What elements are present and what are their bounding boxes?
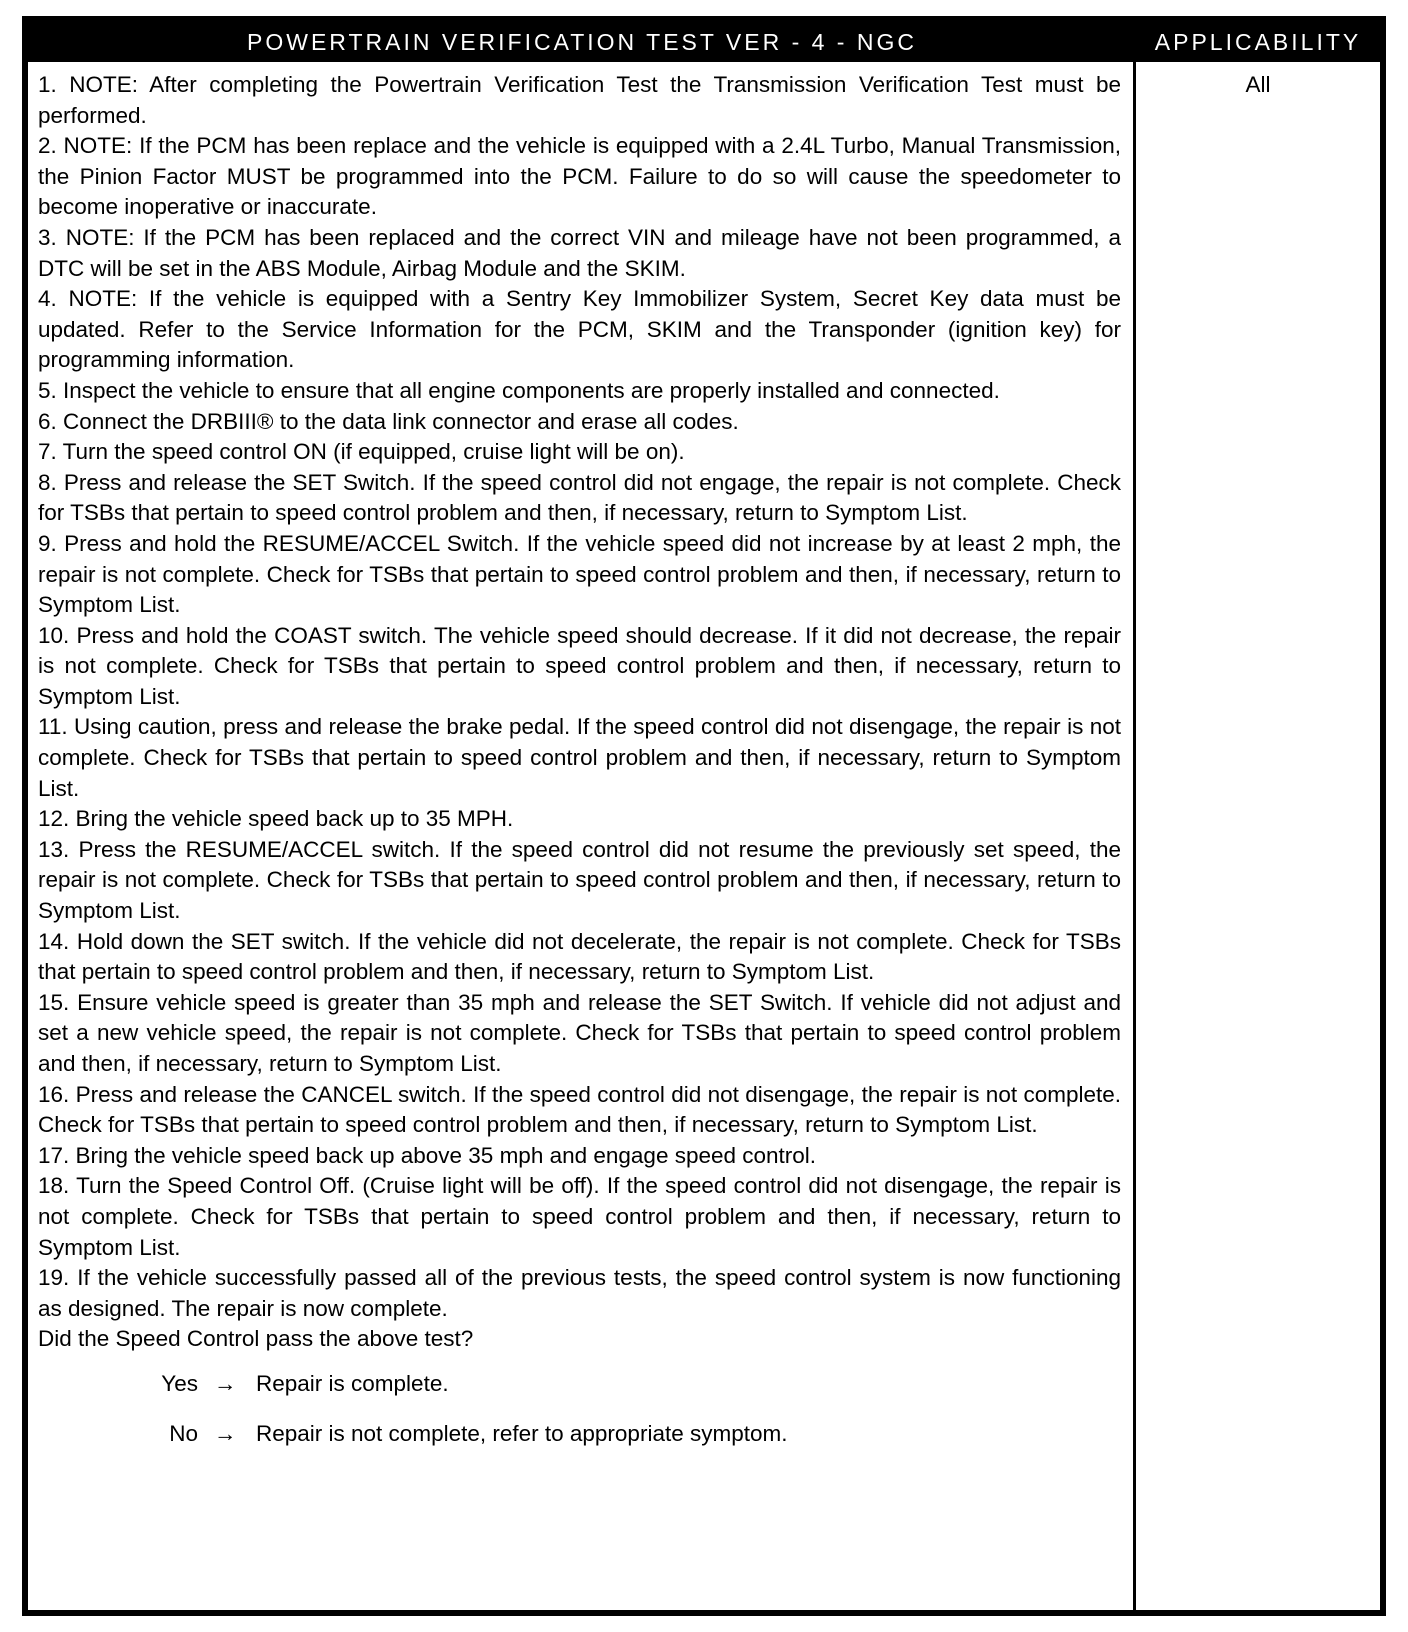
step-3: 3. NOTE: If the PCM has been replaced and the correct VIN and mileage have not been programmed, a DTC will be set in the ABS Module, Airbag Module and the SKIM. xyxy=(38,224,1121,281)
step-18: 18. Turn the Speed Control Off. (Cruise light will be off). If the speed control did not disengage, the repair is not complete. Check for TSBs that pertain to speed control problem and then, if necessary, return to Symptom List. xyxy=(38,1173,1121,1260)
step-8: 8. Press and release the SET Switch. If the speed control did not engage, the repair is not complete. Check for TSBs that pertain to speed control problem and then, if necessary, return to Symptom List. xyxy=(38,469,1121,526)
option-no[interactable] xyxy=(38,1409,1121,1459)
steps-list xyxy=(38,70,1121,1324)
option-yes[interactable] xyxy=(38,1359,1121,1409)
step-6: 6. Connect the DRBIII® to the data link connector and erase all codes. xyxy=(38,408,739,434)
applicability-value: All xyxy=(1245,72,1271,97)
answer-options xyxy=(38,1359,1121,1459)
applicability-header: APPLICABILITY xyxy=(1154,28,1362,55)
procedure-column xyxy=(28,62,1136,1610)
test-title: POWERTRAIN VERIFICATION TEST VER - 4 - NGC xyxy=(247,28,917,55)
option-no-result: Repair is not complete, refer to appropriate symptom. xyxy=(256,1420,788,1446)
step-12: 12. Bring the vehicle speed back up to 35 MPH. xyxy=(38,806,514,832)
step-13: 13. Press the RESUME/ACCEL switch. If the speed control did not resume the previously set speed, the repair is not complete. Check for TSBs that pertain to speed control problem and then, if necessary, return to Symptom List. xyxy=(38,836,1121,924)
table-body xyxy=(28,62,1380,1610)
step-19: 19. If the vehicle successfully passed all of the previous tests, the speed control system is now functioning as designed. The repair is now complete. xyxy=(38,1265,1121,1321)
step-7: 7. Turn the speed control ON (if equipped, cruise light will be on). xyxy=(38,439,685,465)
right-arrow-icon: → xyxy=(214,1420,237,1446)
option-yes-label: Yes xyxy=(161,1370,198,1396)
step-17: 17. Bring the vehicle speed back up above 35 mph and engage speed control. xyxy=(38,1142,817,1168)
step-5: 5. Inspect the vehicle to ensure that all engine components are properly installed and connected. xyxy=(38,377,1000,403)
option-no-label: No xyxy=(169,1420,198,1446)
test-question: Did the Speed Control pass the above test? xyxy=(38,1326,474,1352)
table-header xyxy=(28,22,1380,62)
step-16: 16. Press and release the CANCEL switch. If the speed control did not disengage, the repair is not complete. Check for TSBs that pertain to speed control problem and then, if necessary, return to Symptom List. xyxy=(38,1081,1121,1138)
step-14: 14. Hold down the SET switch. If the vehicle did not decelerate, the repair is not complete. Check for TSBs that pertain to speed control problem and then, if necessary, return to Symptom List. xyxy=(38,928,1121,985)
step-10: 10. Press and hold the COAST switch. The vehicle speed should decrease. If it did not decrease, the repair is not complete. Check for TSBs that pertain to speed control problem and then, if necessary, return to Symptom List. xyxy=(38,622,1121,709)
right-arrow-icon: → xyxy=(214,1370,237,1396)
applicability-column xyxy=(1136,62,1380,1610)
step-9: 9. Press and hold the RESUME/ACCEL Switch. If the vehicle speed did not increase by at least 2 mph, the repair is not complete. Check for TSBs that pertain to speed control problem and then, if necessary, return to Symptom List. xyxy=(38,530,1121,618)
option-yes-result: Repair is complete. xyxy=(256,1370,449,1396)
step-2: 2. NOTE: If the PCM has been replace and the vehicle is equipped with a 2.4L Turbo, Manual Transmission, the Pinion Factor MUST be programmed into the PCM. Failure to do so will cause the speedometer to become inoperative or inaccurate. xyxy=(38,133,1121,220)
verification-test-table xyxy=(22,16,1386,1616)
step-15: 15. Ensure vehicle speed is greater than 35 mph and release the SET Switch. If vehicle did not adjust and set a new vehicle speed, the repair is not complete. Check for TSBs that pertain to speed control problem and then, if necessary, return to Symptom List. xyxy=(38,989,1121,1076)
step-11: 11. Using caution, press and release the brake pedal. If the speed control did not disengage, the repair is not complete. Check for TSBs that pertain to speed control problem and then, if necessary, return to Symptom List. xyxy=(38,714,1121,801)
step-4: 4. NOTE: If the vehicle is equipped with a Sentry Key Immobilizer System, Secret Key data must be updated. Refer to the Service Information for the PCM, SKIM and the Transponder (ignition key) for programming information. xyxy=(38,286,1121,373)
step-1: 1. NOTE: After completing the Powertrain Verification Test the Transmission Verification Test must be performed. xyxy=(38,72,1121,128)
